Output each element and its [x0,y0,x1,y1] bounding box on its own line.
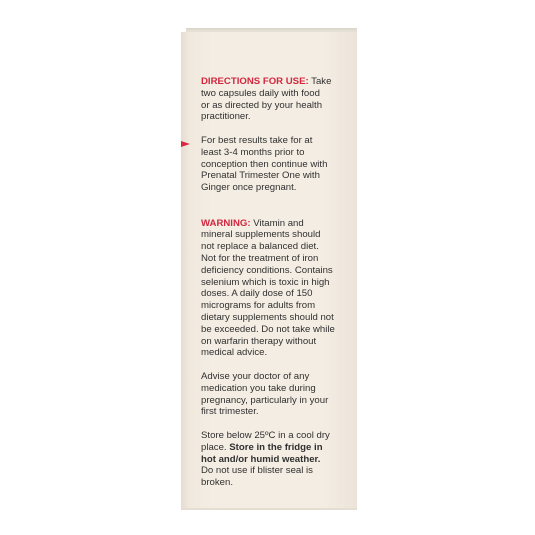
directions-paragraph [201,76,341,123]
label-copy [201,76,341,501]
warning-text: micrograms for adults from [201,300,316,312]
box-left-shade [181,32,189,508]
best-results-text: For best results take for at [201,134,313,146]
warning-text: doses. A daily dose of 150 [201,288,313,300]
warning-text: Vitamin and [253,217,304,229]
directions-text: or as directed by your health [201,99,323,111]
storage-text: Do not use if blister seal is [201,465,313,477]
warning-text: be exceeded. Do not take while [201,323,335,335]
best-results-text: conception then continue with [201,158,328,170]
warning-text: medical advice. [201,347,268,359]
storage-bold-text: Store in the fridge in [229,441,323,453]
storage-text: Store below 25ºC in a cool dry [201,429,330,441]
directions-heading: DIRECTIONS FOR USE: [201,76,309,87]
warning-text: on warfarin therapy without [201,335,317,347]
advice-text: pregnancy, particularly in your [201,394,329,406]
red-accent-wedge [181,141,190,147]
best-results-text: Ginger once pregnant. [201,182,297,194]
warning-text: Not for the treatment of iron [201,252,319,264]
best-results-text: Prenatal Trimester One with [201,170,320,182]
warning-heading: WARNING: [201,217,251,229]
advice-text: medication you take during [201,382,316,394]
warning-paragraph [201,218,341,360]
warning-text: dietary supplements should not [201,311,334,323]
box-bottom-edge [181,508,357,510]
storage-paragraph [201,430,341,489]
storage-bold-text: hot and/or humid weather. [201,453,321,465]
warning-text: not replace a balanced diet. [201,241,319,253]
directions-text: Take [311,76,332,87]
directions-text: practitioner. [201,111,251,123]
advice-text: first trimester. [201,406,259,418]
advice-paragraph [201,371,341,418]
directions-text: two capsules daily with food [201,87,320,99]
storage-text: broken. [201,477,233,489]
storage-text: place. [201,441,227,453]
best-results-text: least 3-4 months prior to [201,146,305,158]
warning-text: mineral supplements should [201,229,321,241]
warning-text: deficiency conditions. Contains [201,264,333,276]
advice-text: Advise your doctor of any [201,370,310,382]
best-results-paragraph [201,135,341,194]
warning-text: selenium which is toxic in high [201,276,330,288]
